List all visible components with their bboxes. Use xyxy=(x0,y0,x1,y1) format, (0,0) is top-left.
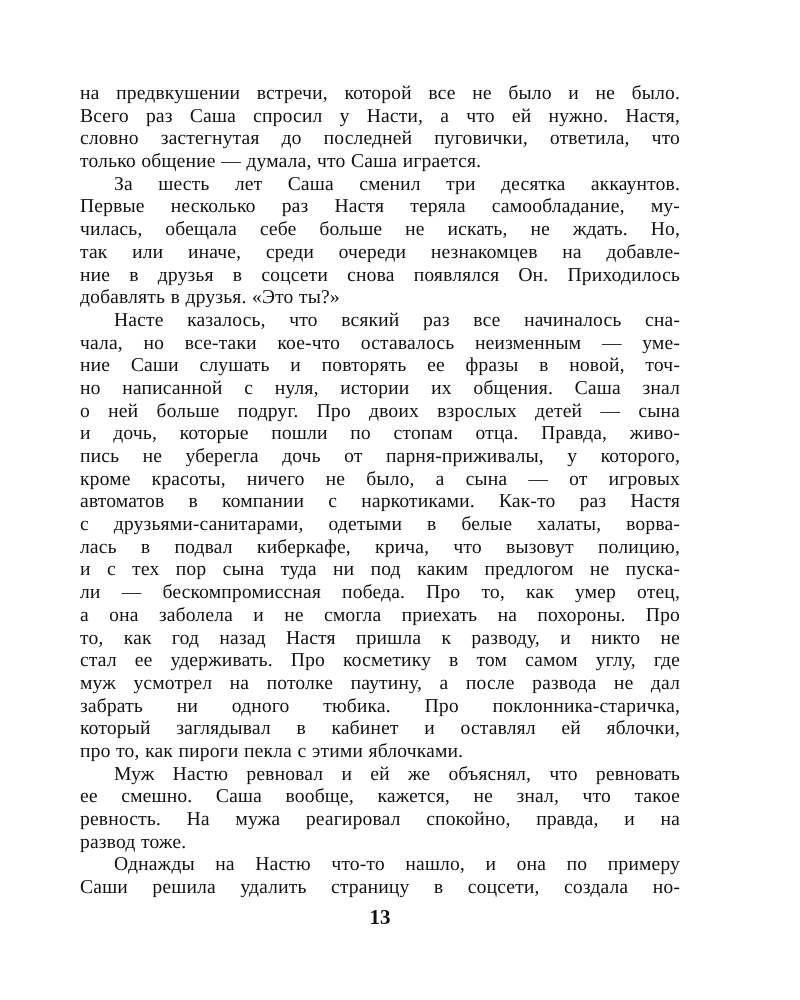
text-line: а она заболела и не смогла приехать на похороны. Про xyxy=(80,604,680,626)
text-line: Насте казалось, что всякий раз все начиналось сна- xyxy=(114,309,680,331)
text-line: За шесть лет Саша сменил три десятка аккаунтов. xyxy=(114,173,680,195)
text-line: Первые несколько раз Настя теряла самообладание, му- xyxy=(80,196,680,218)
text-line: ние Саши слушать и повторять ее фразы в новой, точ- xyxy=(80,355,680,377)
text-line: Однажды на Настю что-то нашло, и она по примеру xyxy=(114,854,680,876)
text-line: Муж Настю ревновал и ей же объяснял, что ревновать xyxy=(114,763,680,785)
text-line: добавлять в друзья. «Это ты?» xyxy=(80,287,340,309)
text-line: развод тоже. xyxy=(80,831,187,853)
text-line: то, как год назад Настя пришла к разводу, и никто не xyxy=(80,627,680,649)
text-line: муж усмотрел на потолке паутину, а после развода не дал xyxy=(80,672,680,694)
text-line: ревность. На мужа реагировал спокойно, правда, и на xyxy=(80,809,680,830)
text-line: пись не уберегла дочь от парня-приживалы, у которого, xyxy=(80,446,680,467)
text-line: про то, как пироги пекла с этими яблочками. xyxy=(80,740,464,762)
text-line: Саши решила удалить страницу в соцсети, создала но- xyxy=(80,877,680,899)
text-line: и с тех пор сына туда ни под каким предлогом не пуска- xyxy=(80,559,680,581)
text-line: ние в друзья в соцсети снова появлялся Он. Приходилось xyxy=(80,264,680,286)
page-number: 13 xyxy=(369,905,391,929)
text-line: автоматов в компании с наркотиками. Как-то раз Настя xyxy=(80,491,680,513)
text-line: чилась, обещала себе больше не искать, не ждать. Но, xyxy=(80,219,680,241)
text-line: стал ее удерживать. Про косметику в том самом углу, где xyxy=(80,650,680,672)
text-line: с друзьями-санитарами, одетыми в белые халаты, ворва- xyxy=(80,514,680,536)
text-line: на предвкушении встречи, которой все не было и не было. xyxy=(80,83,680,104)
text-line: Всего раз Саша спросил у Насти, а что ей нужно. Настя, xyxy=(80,105,680,127)
text-line: лась в подвал киберкафе, крича, что вызовут полицию, xyxy=(80,536,680,558)
book-page-text xyxy=(80,83,680,900)
text-line: ли — бескомпромиссная победа. Про то, как умер отец, xyxy=(80,582,680,604)
text-line: но написанной с нуля, истории их общения. Саша знал xyxy=(80,377,680,399)
text-line: только общение — думала, что Саша играется. xyxy=(80,151,482,173)
text-line: о ней больше подруг. Про двоих взрослых детей — сына xyxy=(80,400,680,422)
text-line: и дочь, которые пошли по стопам отца. Правда, живо- xyxy=(80,423,680,445)
text-line: который заглядывал в кабинет и оставлял ей яблочки, xyxy=(80,718,680,740)
text-line: чала, но все-таки кое-что оставалось неизменным — уме- xyxy=(80,332,680,354)
text-line: так или иначе, среди очереди незнакомцев на добавле- xyxy=(80,241,680,263)
text-line: забрать ни одного тюбика. Про поклонника-старичка, xyxy=(80,695,680,717)
text-line: кроме красоты, ничего не было, а сына — от игровых xyxy=(80,468,680,490)
text-line: словно застегнутая до последней пуговички, ответила, что xyxy=(80,128,680,150)
text-line: ее смешно. Саша вообще, кажется, не знал, что такое xyxy=(80,786,680,808)
